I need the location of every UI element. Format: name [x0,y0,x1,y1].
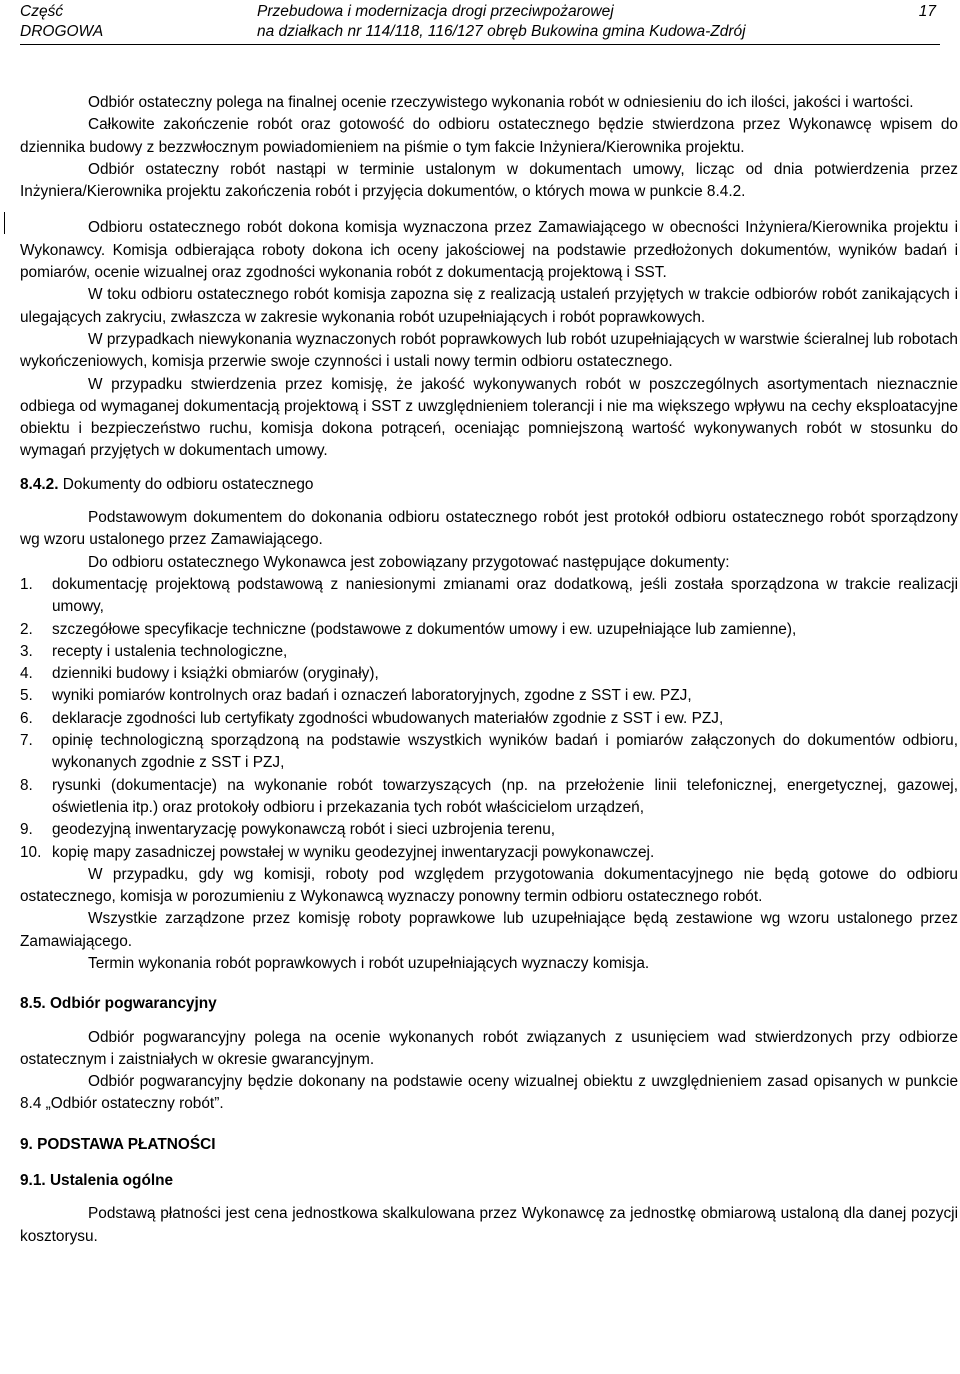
section-heading-8-4-2 [20,474,958,496]
paragraph: Podstawowym dokumentem do dokonania odbioru ostatecznego robót jest protokół odbioru ostatecznego robót sporządzony wg wzoru ustalonego przez Zamawiającego. [20,509,958,549]
page-header [20,0,940,45]
list-item-number: 3. [20,642,33,660]
list-item-number: 10. [20,843,42,861]
list-item-text: rysunki (dokumentacje) na wykonanie robót towarzyszących (np. na przełożenie linii telefonicznej, energetycznej, gazowej, oświetlenia itp.) oraz protokoły odbioru i przekazania tych robót właścicielom urządzeń, [52,776,958,816]
paragraph: W przypadku, gdy wg komisji, roboty pod względem przygotowania dokumentacyjnego nie będą gotowe do odbioru ostatecznego, komisja w porozumieniu z Wykonawcą wyznaczy ponowny termin odbioru ostatecznego robót. [20,865,958,906]
paragraph: Podstawą płatności jest cena jednostkowa skalkulowana przez Wykonawcę za jednostkę obmiarową ustaloną dla danej pozycji kosztorysu. [20,1205,958,1245]
list-item [20,730,958,775]
paragraph: Odbiór pogwarancyjny polega na ocenie wykonanych robót związanych z usunięciem wad stwierdzonych przy odbiorze ostatecznym i zaistniałych w okresie gwarancyjnym. [20,1028,958,1068]
header-part-name: DROGOWA [20,23,104,40]
list-item [20,685,958,707]
list-item-number: 6. [20,709,33,727]
list-item-text: opinię technologiczną sporządzoną na podstawie wszystkich wyników badań i pomiarów załączonych do dokumentów odbioru, wykonanych zgodnie z SST i PZJ, [52,732,958,772]
header-part-label: Część [20,3,64,20]
list-item-text: recepty i ustalenia technologiczne, [52,642,288,660]
list-item-text: kopię mapy zasadniczej powstałej w wyniku geodezyjnej inwentaryzacji powykonawczej. [52,843,655,861]
section-heading-9: 9. PODSTAWA PŁATNOŚCI [20,1135,216,1153]
list-item-text: deklaracje zgodności lub certyfikaty zgodności wbudowanych materiałów zgodnie z SST i ew. PZJ, [52,709,724,727]
header-section-label [20,2,220,42]
paragraph: Odbioru ostatecznego robót dokona komisja wyznaczona przez Zamawiającego w obecności Inżyniera/Kierownika projektu i Wykonawcy. Komisja odbierająca roboty dokona ich oceny jakościowej na podstawie przedłożonych dokumentów, wyników badań i pomiarów, ocenie wizualnej oraz zgodności wykonania robót z dokumentacją projektową i SST. [20,219,958,282]
list-item-number: 5. [20,687,33,705]
paragraph: Do odbioru ostatecznego Wykonawca jest zobowiązany przygotować następujące dokumenty: [88,553,730,571]
paragraph: W toku odbioru ostatecznego robót komisja zapozna się z realizacją ustaleń przyjętych w trakcie odbiorów robót zanikających i ulegających zakryciu, zwłaszcza w zakresie wykonania robót uzupełniających i robót poprawkowych. [20,286,958,326]
section-heading-9-1: 9.1. Ustalenia ogólne [20,1172,174,1190]
list-item-number: 1. [20,575,33,593]
revision-change-bar [4,212,5,234]
required-documents-list [20,574,958,864]
list-item-text: dokumentację projektową podstawową z naniesionymi zmianami oraz dodatkową, jeśli została sporządzona w trakcie realizacji umowy, [52,575,958,616]
section-heading-8-5: 8.5. Odbiór pogwarancyjny [20,995,217,1013]
paragraph: W przypadkach niewykonania wyznaczonych robót poprawkowych lub robót uzupełniających w warstwie ścieralnej lub robotach wykończeniowych, komisja przerwie swoje czynności i ustali nowy termin odbioru ostatecznego. [20,330,958,371]
paragraph: Odbiór ostateczny robót nastąpi w terminie ustalonym w dokumentach umowy, licząc od dnia potwierdzenia przez Inżyniera/Kierownika projektu zakończenia robót i przyjęcia dokumentów, o których mowa w punkcie 8.4.2. [20,160,958,201]
list-item-number: 2. [20,620,33,638]
page-number: 17 [918,3,936,20]
paragraph: Odbiór pogwarancyjny będzie dokonany na podstawie oceny wizualnej obiektu z uwzględnieniem zasad opisanych w punkcie 8.4 „Odbiór ostateczny robót”. [20,1073,958,1113]
list-item-text: geodezyjną inwentaryzację powykonawczą robót i sieci uzbrojenia terenu, [52,821,556,839]
header-title-line2: na działkach nr 114/118, 116/127 obręb Bukowina gmina Kudowa-Zdrój [257,23,746,40]
paragraph: W przypadku stwierdzenia przez komisję, że jakość wykonywanych robót w poszczególnych asortymentach nieznacznie odbiega od wymaganej dokumentacją projektową i SST z uwzględnieniem tolerancji i nie ma większego wpływu na cechy eksploatacyjne obiektu i bezpieczeństwo ruchu, komisja dokona potrąceń, oceniając pomniejszoną wartość wykonywanych robót w stosunku do wymagań przyjętych w dokumentach umowy. [20,375,958,460]
list-item [20,819,958,841]
paragraph: Całkowite zakończenie robót oraz gotowość do odbioru ostatecznego będzie stwierdzona przez Wykonawcę wpisem do dziennika budowy z bezzwłocznym powiadomieniem na piśmie o tym fakcie Inżyniera/Kierownika projektu. [20,116,958,156]
list-item-number: 8. [20,776,33,794]
paragraph: Odbiór ostateczny polega na finalnej ocenie rzeczywistego wykonania robót w odniesieniu do ich ilości, jakości i wartości. [88,94,914,111]
list-item [20,641,958,663]
paragraph: Termin wykonania robót poprawkowych i robót uzupełniających wyznaczy komisja. [88,954,650,972]
list-item-number: 4. [20,665,33,683]
header-project-title [257,2,777,42]
document-body [20,92,958,1248]
list-item [20,775,958,820]
list-item-number: 7. [20,732,33,750]
list-item-number: 9. [20,821,33,839]
list-item [20,574,958,619]
section-number: 8.4.2. [20,475,59,493]
list-item [20,619,958,641]
list-item-text: dzienniki budowy i książki obmiarów (oryginały), [52,665,379,683]
list-item-text: wyniki pomiarów kontrolnych oraz badań i oznaczeń laboratoryjnych, zgodne z SST i ew. PZJ, [52,687,692,705]
list-item [20,842,958,864]
section-title: Dokumenty do odbioru ostatecznego [62,475,314,493]
list-item [20,663,958,685]
list-item [20,708,958,730]
header-title-line1: Przebudowa i modernizacja drogi przeciwpożarowej [257,3,614,20]
list-item-text: szczegółowe specyfikacje techniczne (podstawowe z dokumentów umowy i ew. uzupełniające lub zamienne), [52,620,797,638]
paragraph: Wszystkie zarządzone przez komisję roboty poprawkowe lub uzupełniające będą zestawione wg wzoru ustalonego przez Zamawiającego. [20,910,958,950]
